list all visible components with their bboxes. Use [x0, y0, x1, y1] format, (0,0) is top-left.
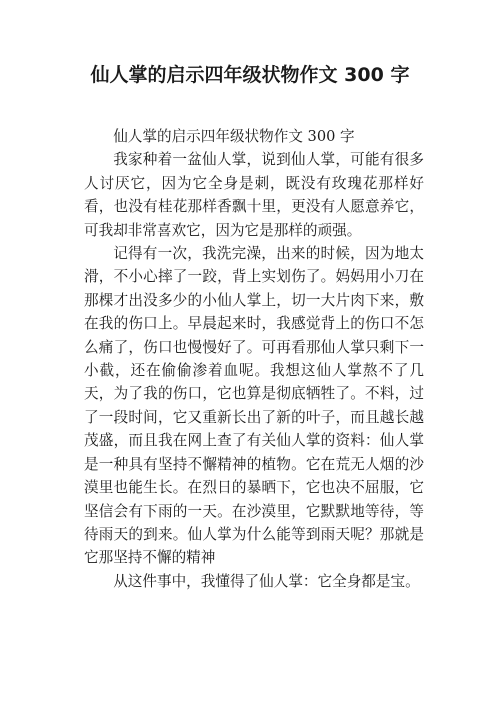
paragraph: 我家种着一盆仙人掌，说到仙人掌，可能有很多人讨厌它，因为它全身是刺，既没有玫瑰花那样好看，也没有桂花那样香飘十里，更没有人愿意养它，可我却非常喜欢它，因为它是那样的顽强。 — [84, 151, 424, 239]
document-body — [84, 125, 424, 593]
paragraph: 记得有一次，我洗完澡，出来的时候，因为地太滑，不小心摔了一跤，背上实划伤了。妈妈用小刀在那棵才出没多少的小仙人掌上，切一大片肉下来，敷在我的伤口上。早晨起来时，我感觉背上的伤口不怎么痛了，伤口也慢慢好了。可再看那仙人掌只剩下一小截，还在偷偷渗着血呢。我想这仙人掌熬不了几天，为了我的伤口，它也算是彻底牺牲了。不料，过了一段时间，它又重新长出了新的叶子，而且越长越茂盛，而且我在网上查了有关仙人掌的资料：仙人掌是一种具有坚持不懈精神的植物。它在荒无人烟的沙漠里也能生长。在烈日的暴晒下，它也决不屈服，它坚信会有下雨的一天。在沙漠里，它默默地等待，等待雨天的到来。仙人掌为什么能等到雨天呢？那就是它那坚持不懈的精神 — [84, 245, 424, 567]
paragraph: 从这件事中，我懂得了仙人掌：它全身都是宝。 — [113, 572, 420, 590]
paragraph-subtitle: 仙人掌的启示四年级状物作文 300 字 — [113, 128, 355, 145]
document-title: 仙人掌的启示四年级状物作文 300 字 — [90, 64, 410, 86]
